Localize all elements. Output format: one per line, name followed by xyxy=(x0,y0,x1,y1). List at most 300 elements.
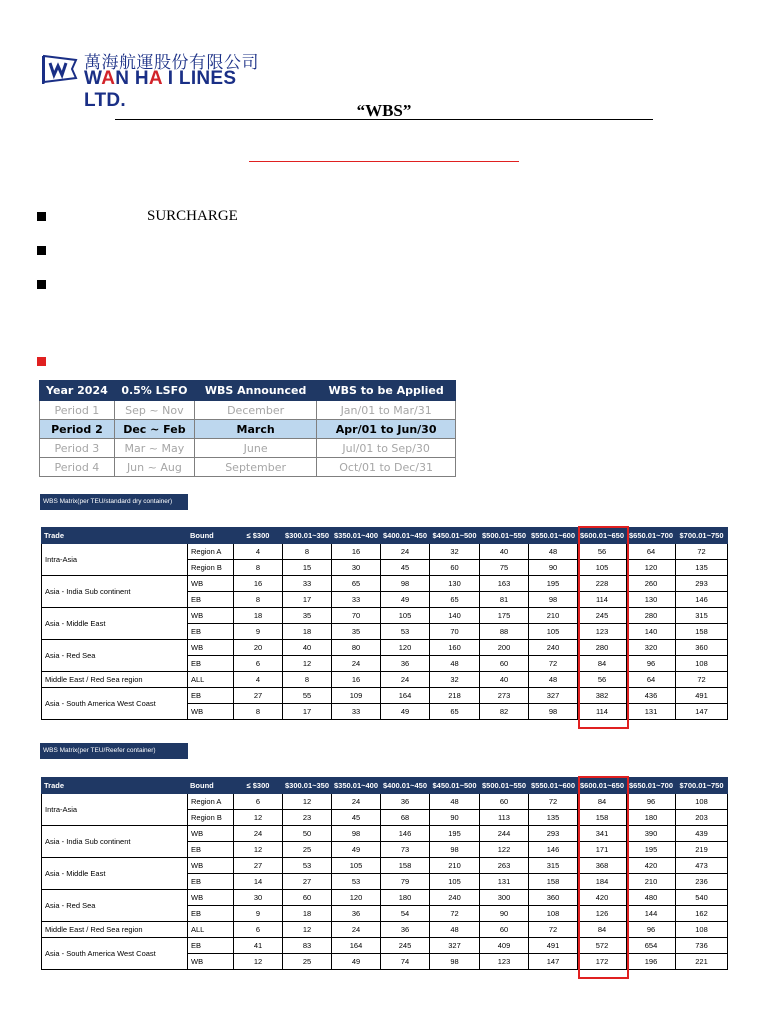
value-cell: 80 xyxy=(332,640,381,656)
value-cell: 48 xyxy=(529,544,578,560)
value-cell: 108 xyxy=(676,922,728,938)
value-cell: 98 xyxy=(529,704,578,720)
matrix-header-cell: $650.01~700 xyxy=(627,528,676,544)
value-cell: 65 xyxy=(332,576,381,592)
bullet-2-icon xyxy=(37,246,46,255)
value-cell: 105 xyxy=(430,874,480,890)
value-cell: 327 xyxy=(430,938,480,954)
trade-cell: Intra-Asia xyxy=(42,794,188,826)
value-cell: 90 xyxy=(430,810,480,826)
value-cell: 114 xyxy=(578,704,627,720)
value-cell: 36 xyxy=(332,906,381,922)
bound-cell: EB xyxy=(188,624,234,640)
matrix-label-dry: WBS Matrix(per TEU/standard dry container) xyxy=(40,494,188,510)
value-cell: 263 xyxy=(480,858,529,874)
value-cell: 6 xyxy=(234,922,283,938)
value-cell: 293 xyxy=(676,576,728,592)
value-cell: 203 xyxy=(676,810,728,826)
value-cell: 171 xyxy=(578,842,627,858)
value-cell: 12 xyxy=(283,922,332,938)
value-cell: 114 xyxy=(578,592,627,608)
value-cell: 83 xyxy=(283,938,332,954)
value-cell: 49 xyxy=(381,704,430,720)
period-table-header xyxy=(40,381,456,401)
value-cell: 60 xyxy=(480,794,529,810)
document-title: “WBS” xyxy=(356,101,412,120)
bound-cell: Region A xyxy=(188,794,234,810)
value-cell: 163 xyxy=(480,576,529,592)
value-cell: 195 xyxy=(430,826,480,842)
matrix-header-cell: $650.01~700 xyxy=(627,778,676,794)
period-cell: Jan/01 to Mar/31 xyxy=(317,401,456,420)
value-cell: 49 xyxy=(332,842,381,858)
value-cell: 68 xyxy=(381,810,430,826)
trade-cell: Intra-Asia xyxy=(42,544,188,576)
period-row xyxy=(40,420,456,439)
value-cell: 24 xyxy=(381,672,430,688)
value-cell: 320 xyxy=(627,640,676,656)
value-cell: 135 xyxy=(676,560,728,576)
bound-cell: WB xyxy=(188,704,234,720)
value-cell: 65 xyxy=(430,592,480,608)
value-cell: 17 xyxy=(283,592,332,608)
value-cell: 236 xyxy=(676,874,728,890)
value-cell: 135 xyxy=(529,810,578,826)
period-cell: June xyxy=(194,439,316,458)
matrix-header-cell: $450.01~500 xyxy=(430,778,480,794)
value-cell: 4 xyxy=(234,544,283,560)
bound-cell: WB xyxy=(188,858,234,874)
value-cell: 60 xyxy=(480,656,529,672)
value-cell: 210 xyxy=(627,874,676,890)
value-cell: 24 xyxy=(332,922,381,938)
period-cell: Jul/01 to Sep/30 xyxy=(317,439,456,458)
value-cell: 27 xyxy=(283,874,332,890)
value-cell: 420 xyxy=(578,890,627,906)
trade-cell: Asia - Red Sea xyxy=(42,640,188,672)
value-cell: 160 xyxy=(430,640,480,656)
value-cell: 84 xyxy=(578,922,627,938)
value-cell: 72 xyxy=(529,794,578,810)
value-cell: 158 xyxy=(578,810,627,826)
highlight-column-box xyxy=(578,526,629,729)
bound-cell: EB xyxy=(188,688,234,704)
value-cell: 64 xyxy=(627,672,676,688)
value-cell: 33 xyxy=(332,592,381,608)
value-cell: 654 xyxy=(627,938,676,954)
value-cell: 244 xyxy=(480,826,529,842)
value-cell: 109 xyxy=(332,688,381,704)
value-cell: 49 xyxy=(332,954,381,970)
value-cell: 53 xyxy=(332,874,381,890)
bound-cell: Region A xyxy=(188,544,234,560)
trade-cell: Asia - Red Sea xyxy=(42,890,188,922)
logo-chinese-name: 萬海航運股份有限公司 xyxy=(84,53,259,73)
trade-cell: Asia - India Sub continent xyxy=(42,826,188,858)
bound-cell: EB xyxy=(188,592,234,608)
value-cell: 73 xyxy=(381,842,430,858)
value-cell: 36 xyxy=(381,922,430,938)
value-cell: 24 xyxy=(332,794,381,810)
value-cell: 25 xyxy=(283,954,332,970)
value-cell: 88 xyxy=(480,624,529,640)
value-cell: 210 xyxy=(529,608,578,624)
value-cell: 40 xyxy=(283,640,332,656)
trade-cell: Asia - India Sub continent xyxy=(42,576,188,608)
matrix-header-cell: $450.01~500 xyxy=(430,528,480,544)
matrix-header-cell: ≤ $300 xyxy=(234,528,283,544)
bound-cell: WB xyxy=(188,640,234,656)
period-row xyxy=(40,439,456,458)
matrix-header-cell: Bound xyxy=(188,778,234,794)
value-cell: 33 xyxy=(283,576,332,592)
value-cell: 75 xyxy=(480,560,529,576)
trade-cell: Asia - Middle East xyxy=(42,608,188,640)
value-cell: 90 xyxy=(529,560,578,576)
matrix-header-cell: $550.01~600 xyxy=(529,778,578,794)
trade-cell: Asia - South America West Coast xyxy=(42,938,188,970)
bound-cell: WB xyxy=(188,608,234,624)
value-cell: 23 xyxy=(283,810,332,826)
bound-cell: WB xyxy=(188,890,234,906)
value-cell: 41 xyxy=(234,938,283,954)
value-cell: 360 xyxy=(529,890,578,906)
value-cell: 315 xyxy=(676,608,728,624)
value-cell: 20 xyxy=(234,640,283,656)
period-header-cell: Year 2024 xyxy=(40,381,115,401)
value-cell: 56 xyxy=(578,672,627,688)
value-cell: 341 xyxy=(578,826,627,842)
period-header-cell: WBS Announced xyxy=(194,381,316,401)
flag-logo-icon xyxy=(42,54,78,84)
value-cell: 8 xyxy=(283,672,332,688)
value-cell: 74 xyxy=(381,954,430,970)
value-cell: 65 xyxy=(430,704,480,720)
bound-cell: EB xyxy=(188,842,234,858)
value-cell: 480 xyxy=(627,890,676,906)
period-cell: Apr/01 to Jun/30 xyxy=(317,420,456,439)
value-cell: 35 xyxy=(283,608,332,624)
value-cell: 260 xyxy=(627,576,676,592)
period-row xyxy=(40,401,456,420)
value-cell: 196 xyxy=(627,954,676,970)
value-cell: 33 xyxy=(332,704,381,720)
bound-cell: EB xyxy=(188,656,234,672)
value-cell: 72 xyxy=(529,656,578,672)
period-cell: Period 1 xyxy=(40,401,115,420)
value-cell: 70 xyxy=(332,608,381,624)
value-cell: 16 xyxy=(332,672,381,688)
bullet-3-icon xyxy=(37,280,46,289)
value-cell: 53 xyxy=(283,858,332,874)
logo-english-name: WAN HA I LINES LTD. xyxy=(84,68,237,111)
value-cell: 64 xyxy=(627,544,676,560)
bound-cell: EB xyxy=(188,938,234,954)
period-table xyxy=(39,380,456,477)
value-cell: 72 xyxy=(430,906,480,922)
value-cell: 240 xyxy=(430,890,480,906)
value-cell: 48 xyxy=(430,794,480,810)
value-cell: 49 xyxy=(381,592,430,608)
value-cell: 54 xyxy=(381,906,430,922)
value-cell: 18 xyxy=(234,608,283,624)
value-cell: 130 xyxy=(627,592,676,608)
value-cell: 280 xyxy=(627,608,676,624)
value-cell: 158 xyxy=(676,624,728,640)
value-cell: 12 xyxy=(234,810,283,826)
value-cell: 32 xyxy=(430,544,480,560)
value-cell: 8 xyxy=(234,560,283,576)
value-cell: 122 xyxy=(480,842,529,858)
value-cell: 126 xyxy=(578,906,627,922)
matrix-header-cell: $500.01~550 xyxy=(480,528,529,544)
value-cell: 123 xyxy=(578,624,627,640)
value-cell: 14 xyxy=(234,874,283,890)
period-cell: Period 4 xyxy=(40,458,115,477)
value-cell: 184 xyxy=(578,874,627,890)
matrix-header-cell: $300.01~350 xyxy=(283,778,332,794)
value-cell: 55 xyxy=(283,688,332,704)
matrix-header-cell: $550.01~600 xyxy=(529,528,578,544)
value-cell: 221 xyxy=(676,954,728,970)
trade-cell: Middle East / Red Sea region xyxy=(42,922,188,938)
value-cell: 280 xyxy=(578,640,627,656)
value-cell: 146 xyxy=(676,592,728,608)
value-cell: 98 xyxy=(332,826,381,842)
matrix-header-cell: $600.01~650 xyxy=(578,528,627,544)
value-cell: 436 xyxy=(627,688,676,704)
value-cell: 175 xyxy=(480,608,529,624)
matrix-header-cell: $700.01~750 xyxy=(676,528,728,544)
value-cell: 164 xyxy=(332,938,381,954)
value-cell: 146 xyxy=(529,842,578,858)
value-cell: 50 xyxy=(283,826,332,842)
value-cell: 245 xyxy=(381,938,430,954)
value-cell: 48 xyxy=(529,672,578,688)
matrix-header-cell: $700.01~750 xyxy=(676,778,728,794)
matrix-header-cell: $400.01~450 xyxy=(381,528,430,544)
value-cell: 35 xyxy=(332,624,381,640)
value-cell: 140 xyxy=(430,608,480,624)
value-cell: 218 xyxy=(430,688,480,704)
value-cell: 162 xyxy=(676,906,728,922)
value-cell: 491 xyxy=(529,938,578,954)
value-cell: 293 xyxy=(529,826,578,842)
value-cell: 45 xyxy=(332,810,381,826)
value-cell: 158 xyxy=(381,858,430,874)
value-cell: 72 xyxy=(676,544,728,560)
value-cell: 98 xyxy=(430,842,480,858)
value-cell: 439 xyxy=(676,826,728,842)
bound-cell: WB xyxy=(188,576,234,592)
matrix-header-cell: $400.01~450 xyxy=(381,778,430,794)
period-cell: December xyxy=(194,401,316,420)
value-cell: 4 xyxy=(234,672,283,688)
value-cell: 736 xyxy=(676,938,728,954)
value-cell: 120 xyxy=(381,640,430,656)
value-cell: 98 xyxy=(529,592,578,608)
period-cell: Mar ~ May xyxy=(114,439,194,458)
bound-cell: Region B xyxy=(188,560,234,576)
value-cell: 56 xyxy=(578,544,627,560)
value-cell: 70 xyxy=(430,624,480,640)
matrix-header-cell: Trade xyxy=(42,778,188,794)
value-cell: 123 xyxy=(480,954,529,970)
value-cell: 120 xyxy=(332,890,381,906)
value-cell: 300 xyxy=(480,890,529,906)
value-cell: 245 xyxy=(578,608,627,624)
bound-cell: WB xyxy=(188,954,234,970)
value-cell: 172 xyxy=(578,954,627,970)
value-cell: 53 xyxy=(381,624,430,640)
value-cell: 390 xyxy=(627,826,676,842)
value-cell: 84 xyxy=(578,656,627,672)
title-underline xyxy=(115,119,653,120)
period-header-cell: 0.5% LSFO xyxy=(114,381,194,401)
value-cell: 219 xyxy=(676,842,728,858)
value-cell: 195 xyxy=(627,842,676,858)
bound-cell: WB xyxy=(188,826,234,842)
value-cell: 105 xyxy=(578,560,627,576)
value-cell: 473 xyxy=(676,858,728,874)
period-cell: Jun ~ Aug xyxy=(114,458,194,477)
value-cell: 180 xyxy=(381,890,430,906)
value-cell: 96 xyxy=(627,794,676,810)
matrix-header-cell: ≤ $300 xyxy=(234,778,283,794)
value-cell: 30 xyxy=(332,560,381,576)
bound-cell: ALL xyxy=(188,672,234,688)
value-cell: 40 xyxy=(480,672,529,688)
matrix-header-cell: $600.01~650 xyxy=(578,778,627,794)
bound-cell: Region B xyxy=(188,810,234,826)
value-cell: 36 xyxy=(381,794,430,810)
value-cell: 108 xyxy=(676,794,728,810)
value-cell: 315 xyxy=(529,858,578,874)
period-header-cell: WBS to be Applied xyxy=(317,381,456,401)
value-cell: 27 xyxy=(234,858,283,874)
value-cell: 24 xyxy=(332,656,381,672)
value-cell: 105 xyxy=(381,608,430,624)
bound-cell: EB xyxy=(188,874,234,890)
bullet-4-icon xyxy=(37,357,46,366)
value-cell: 131 xyxy=(480,874,529,890)
value-cell: 60 xyxy=(283,890,332,906)
bullet-1-text: SURCHARGE xyxy=(147,208,238,224)
value-cell: 130 xyxy=(430,576,480,592)
matrix-header-cell: $500.01~550 xyxy=(480,778,529,794)
value-cell: 18 xyxy=(283,906,332,922)
bound-cell: EB xyxy=(188,906,234,922)
matrix-header-cell: $350.01~400 xyxy=(332,778,381,794)
value-cell: 108 xyxy=(676,656,728,672)
period-cell: Sep ~ Nov xyxy=(114,401,194,420)
period-cell: March xyxy=(194,420,316,439)
period-cell: Period 2 xyxy=(40,420,115,439)
value-cell: 108 xyxy=(529,906,578,922)
value-cell: 8 xyxy=(234,592,283,608)
value-cell: 45 xyxy=(381,560,430,576)
value-cell: 164 xyxy=(381,688,430,704)
value-cell: 25 xyxy=(283,842,332,858)
company-logo xyxy=(42,48,282,111)
period-cell: Oct/01 to Dec/31 xyxy=(317,458,456,477)
value-cell: 360 xyxy=(676,640,728,656)
highlight-column-box xyxy=(578,776,629,979)
value-cell: 18 xyxy=(283,624,332,640)
value-cell: 60 xyxy=(480,922,529,938)
value-cell: 9 xyxy=(234,906,283,922)
matrix-header-cell: Trade xyxy=(42,528,188,544)
value-cell: 240 xyxy=(529,640,578,656)
value-cell: 147 xyxy=(676,704,728,720)
value-cell: 30 xyxy=(234,890,283,906)
value-cell: 96 xyxy=(627,922,676,938)
value-cell: 147 xyxy=(529,954,578,970)
value-cell: 98 xyxy=(430,954,480,970)
value-cell: 195 xyxy=(529,576,578,592)
value-cell: 572 xyxy=(578,938,627,954)
value-cell: 27 xyxy=(234,688,283,704)
value-cell: 9 xyxy=(234,624,283,640)
value-cell: 36 xyxy=(381,656,430,672)
value-cell: 17 xyxy=(283,704,332,720)
value-cell: 144 xyxy=(627,906,676,922)
trade-cell: Asia - South America West Coast xyxy=(42,688,188,720)
value-cell: 15 xyxy=(283,560,332,576)
value-cell: 98 xyxy=(381,576,430,592)
value-cell: 105 xyxy=(332,858,381,874)
value-cell: 327 xyxy=(529,688,578,704)
value-cell: 32 xyxy=(430,672,480,688)
value-cell: 60 xyxy=(430,560,480,576)
value-cell: 146 xyxy=(381,826,430,842)
value-cell: 16 xyxy=(332,544,381,560)
matrix-header-cell: $350.01~400 xyxy=(332,528,381,544)
value-cell: 540 xyxy=(676,890,728,906)
matrix-header-cell: Bound xyxy=(188,528,234,544)
value-cell: 200 xyxy=(480,640,529,656)
period-cell: September xyxy=(194,458,316,477)
value-cell: 82 xyxy=(480,704,529,720)
value-cell: 228 xyxy=(578,576,627,592)
value-cell: 8 xyxy=(283,544,332,560)
value-cell: 273 xyxy=(480,688,529,704)
period-row xyxy=(40,458,456,477)
value-cell: 368 xyxy=(578,858,627,874)
value-cell: 24 xyxy=(234,826,283,842)
bound-cell: ALL xyxy=(188,922,234,938)
value-cell: 131 xyxy=(627,704,676,720)
value-cell: 84 xyxy=(578,794,627,810)
value-cell: 12 xyxy=(234,954,283,970)
matrix-label-reefer: WBS Matrix(per TEU/Reefer container) xyxy=(40,743,188,759)
red-divider xyxy=(249,161,519,162)
value-cell: 8 xyxy=(234,704,283,720)
value-cell: 6 xyxy=(234,656,283,672)
value-cell: 16 xyxy=(234,576,283,592)
value-cell: 96 xyxy=(627,656,676,672)
value-cell: 72 xyxy=(676,672,728,688)
value-cell: 24 xyxy=(381,544,430,560)
period-cell: Period 3 xyxy=(40,439,115,458)
value-cell: 48 xyxy=(430,656,480,672)
value-cell: 158 xyxy=(529,874,578,890)
value-cell: 48 xyxy=(430,922,480,938)
bullet-1-icon xyxy=(37,212,46,221)
value-cell: 12 xyxy=(234,842,283,858)
value-cell: 409 xyxy=(480,938,529,954)
value-cell: 81 xyxy=(480,592,529,608)
